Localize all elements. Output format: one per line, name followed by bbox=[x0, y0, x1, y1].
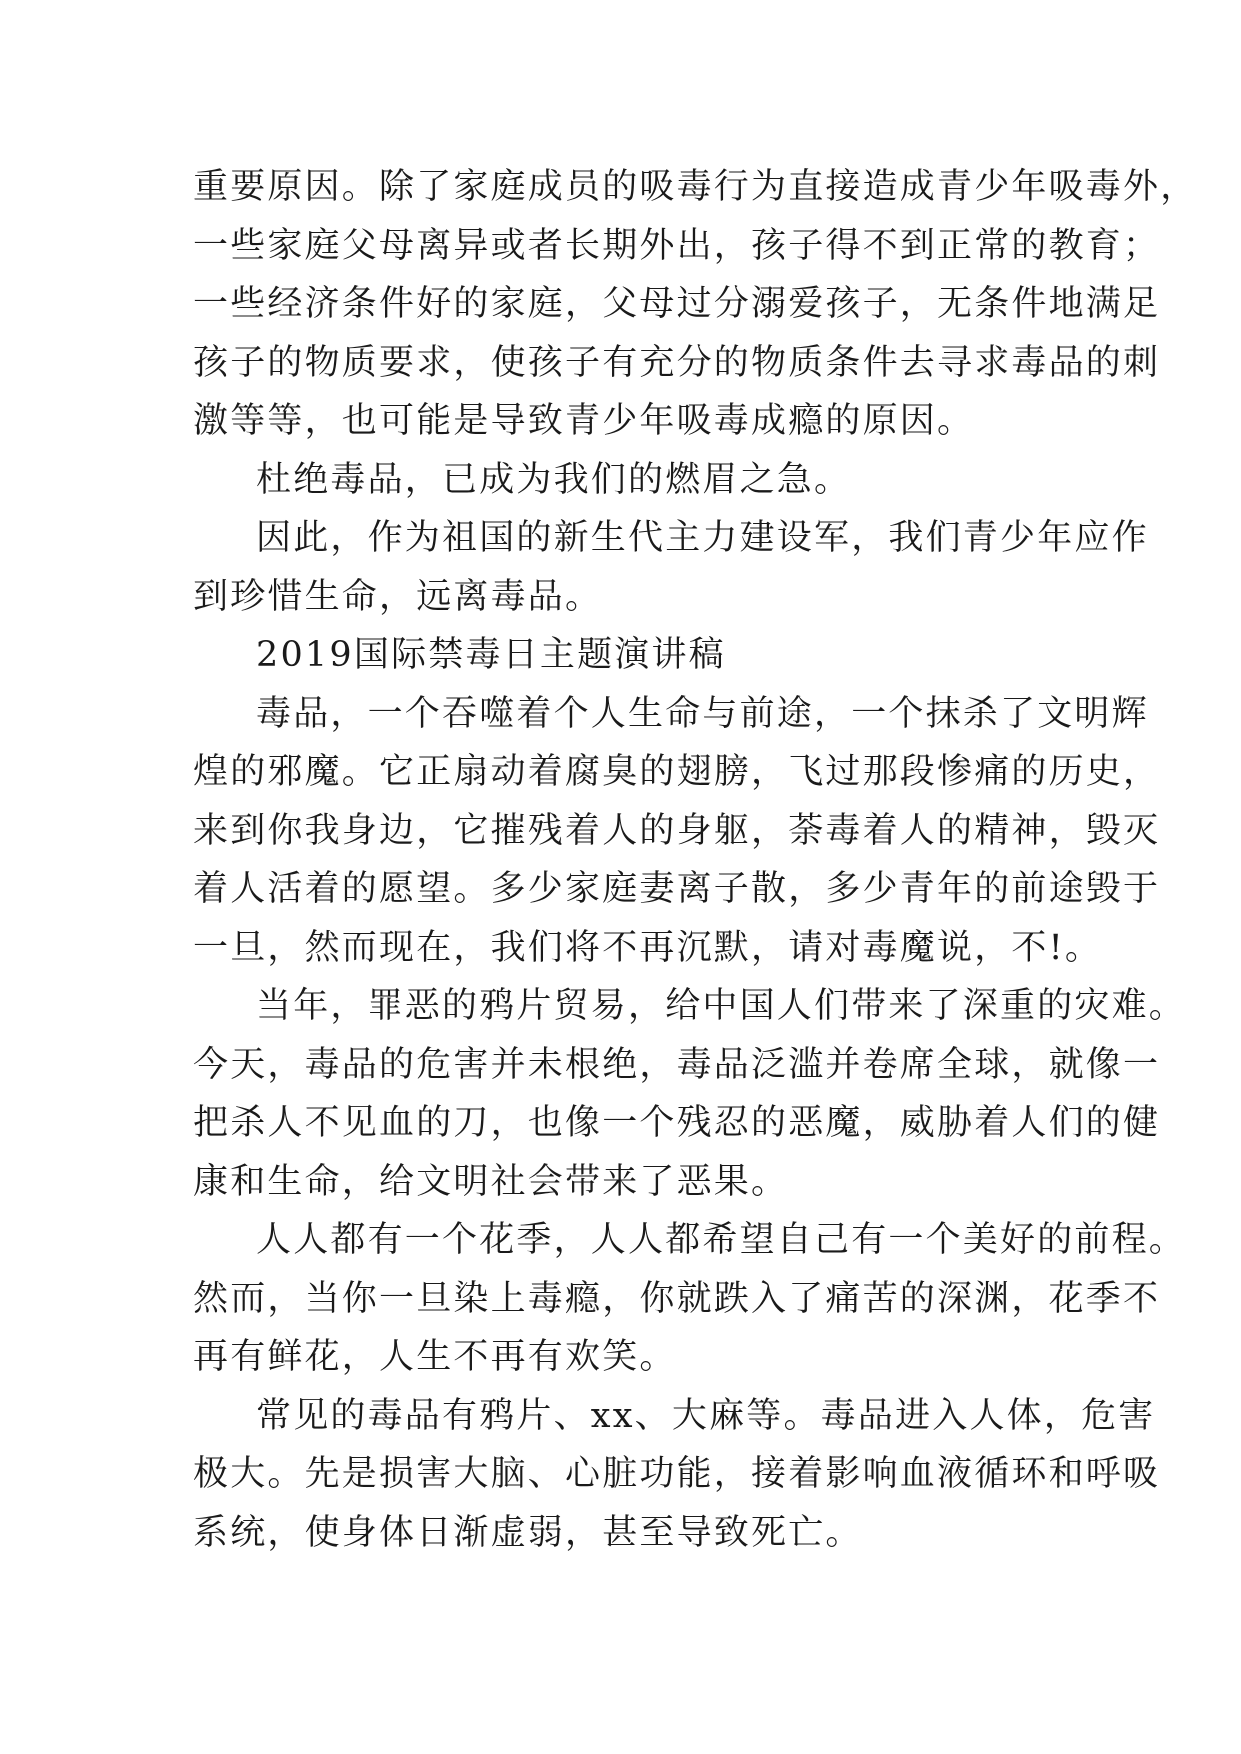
text-line: 杜绝毒品，已成为我们的燃眉之急。 bbox=[256, 459, 852, 500]
text-line: 然而，当你一旦染上毒瘾，你就跌入了痛苦的深渊，花季不 bbox=[193, 1278, 1161, 1319]
text-line: 一旦，然而现在，我们将不再沉默，请对毒魔说，不!。 bbox=[193, 927, 1103, 968]
text-line: 一些经济条件好的家庭，父母过分溺爱孩子，无条件地满足 bbox=[193, 284, 1161, 324]
text-line: 一些家庭父母离异或者长期外出，孩子得不到正常的教育； bbox=[193, 225, 1161, 266]
text-line: 今天，毒品的危害并未根绝，毒品泛滥并卷席全球，就像一 bbox=[193, 1044, 1161, 1085]
document-body bbox=[193, 158, 1198, 1562]
text-line: 系统，使身体日渐虚弱，甚至导致死亡。 bbox=[193, 1512, 863, 1553]
text-line: 再有鲜花，人生不再有欢笑。 bbox=[193, 1337, 677, 1377]
text-line: 激等等，也可能是导致青少年吸毒成瘾的原因。 bbox=[193, 401, 975, 441]
text-line: 到珍惜生命，远离毒品。 bbox=[193, 576, 603, 617]
text-line: 因此，作为祖国的新生代主力建设军，我们青少年应作 bbox=[256, 518, 1149, 558]
text-line: 当年，罪恶的鸦片贸易，给中国人们带来了深重的灾难。 bbox=[256, 986, 1187, 1026]
text-line: 着人活着的愿望。多少家庭妻离子散，多少青年的前途毁于 bbox=[193, 869, 1161, 909]
text-line: 康和生命，给文明社会带来了恶果。 bbox=[193, 1161, 789, 1202]
text-line: 煌的邪魔。它正扇动着腐臭的翅膀，飞过那段惨痛的历史， bbox=[193, 752, 1161, 792]
text-line: 常见的毒品有鸦片、xx、大麻等。毒品进入人体，危害 bbox=[256, 1395, 1156, 1436]
text-line: 毒品，一个吞噬着个人生命与前途，一个抹杀了文明辉 bbox=[256, 693, 1149, 734]
text-line: 重要原因。除了家庭成员的吸毒行为直接造成青少年吸毒外， bbox=[193, 167, 1198, 207]
text-line: 人人都有一个花季，人人都希望自己有一个美好的前程。 bbox=[256, 1220, 1187, 1260]
text-line: 极大。先是损害大脑、心脏功能，接着影响血液循环和呼吸 bbox=[193, 1454, 1161, 1494]
text-line: 来到你我身边，它摧残着人的身躯，荼毒着人的精神，毁灭 bbox=[193, 810, 1161, 851]
text-line: 孩子的物质要求，使孩子有充分的物质条件去寻求毒品的刺 bbox=[193, 342, 1161, 383]
section-title: 2019国际禁毒日主题演讲稿 bbox=[256, 635, 726, 675]
text-line: 把杀人不见血的刀，也像一个残忍的恶魔，威胁着人们的健 bbox=[193, 1103, 1161, 1143]
